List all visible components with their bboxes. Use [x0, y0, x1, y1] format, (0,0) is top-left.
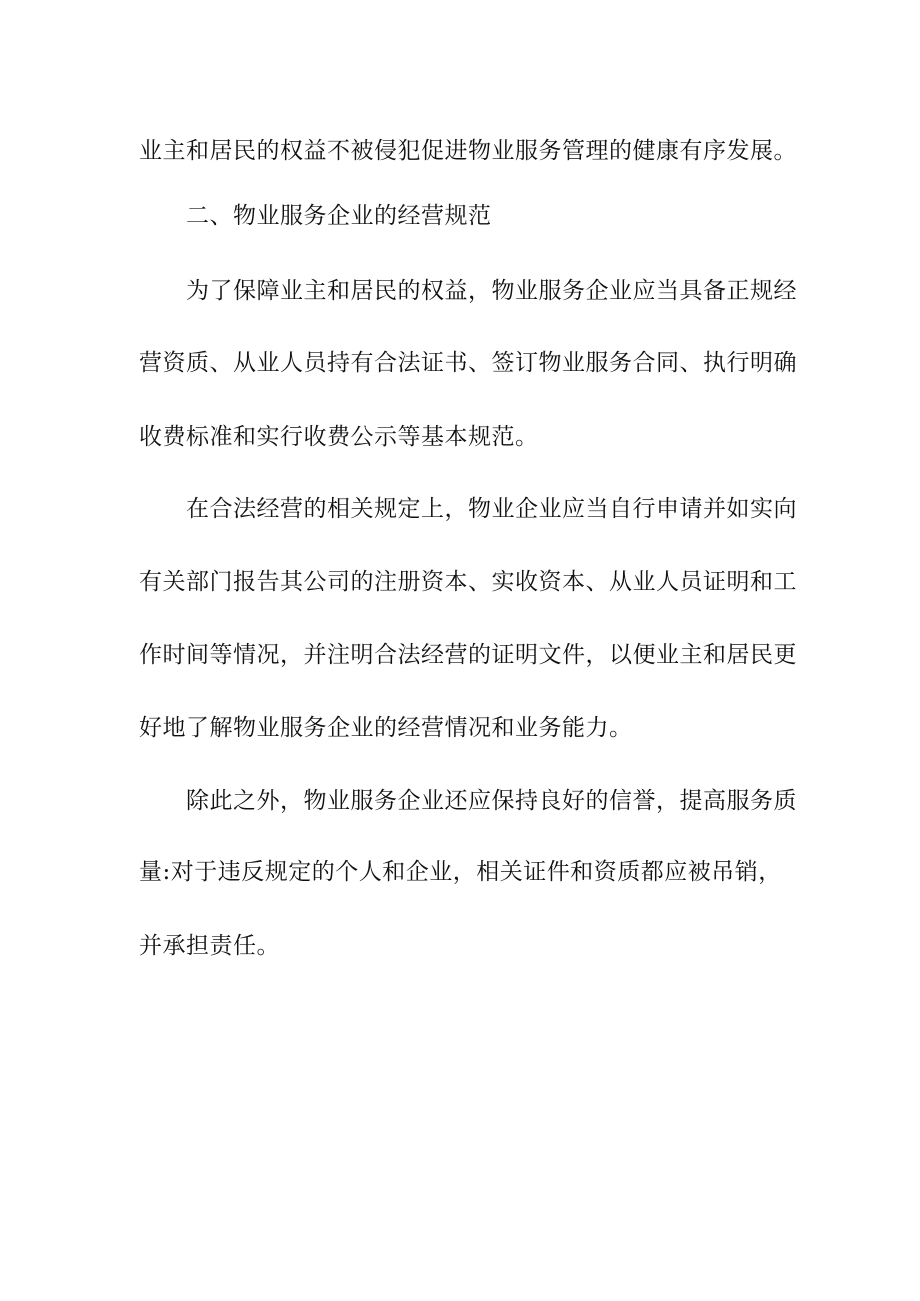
paragraph-line: 好地了解物业服务企业的经营情况和业务能力。	[139, 715, 633, 741]
paragraph-line: 为了保障业主和居民的权益，物业服务企业应当具备正规经	[186, 278, 797, 304]
section-heading: 二、物业服务企业的经营规范	[186, 203, 492, 229]
paragraph-line: 量:对于违反规定的个人和企业，相关证件和资质都应被吊销，	[139, 859, 782, 885]
paragraph-line: 在合法经营的相关规定上，物业企业应当自行申请并如实向	[186, 496, 797, 522]
paragraph-line: 作时间等情况，并注明合法经营的证明文件，以便业主和居民更	[139, 642, 797, 668]
paragraph-continuation-line: 业主和居民的权益不被侵犯促进物业服务管理的健康有序发展。	[139, 138, 797, 164]
paragraph-line: 收费标准和实行收费公示等基本规范。	[139, 424, 539, 450]
paragraph-line: 并承担责任。	[139, 933, 280, 959]
paragraph-line: 营资质、从业人员持有合法证书、签订物业服务合同、执行明确	[139, 350, 797, 376]
paragraph-line: 除此之外，物业服务企业还应保持良好的信誉，提高服务质	[186, 788, 797, 814]
paragraph-line: 有关部门报告其公司的注册资本、实收资本、从业人员证明和工	[139, 569, 797, 595]
